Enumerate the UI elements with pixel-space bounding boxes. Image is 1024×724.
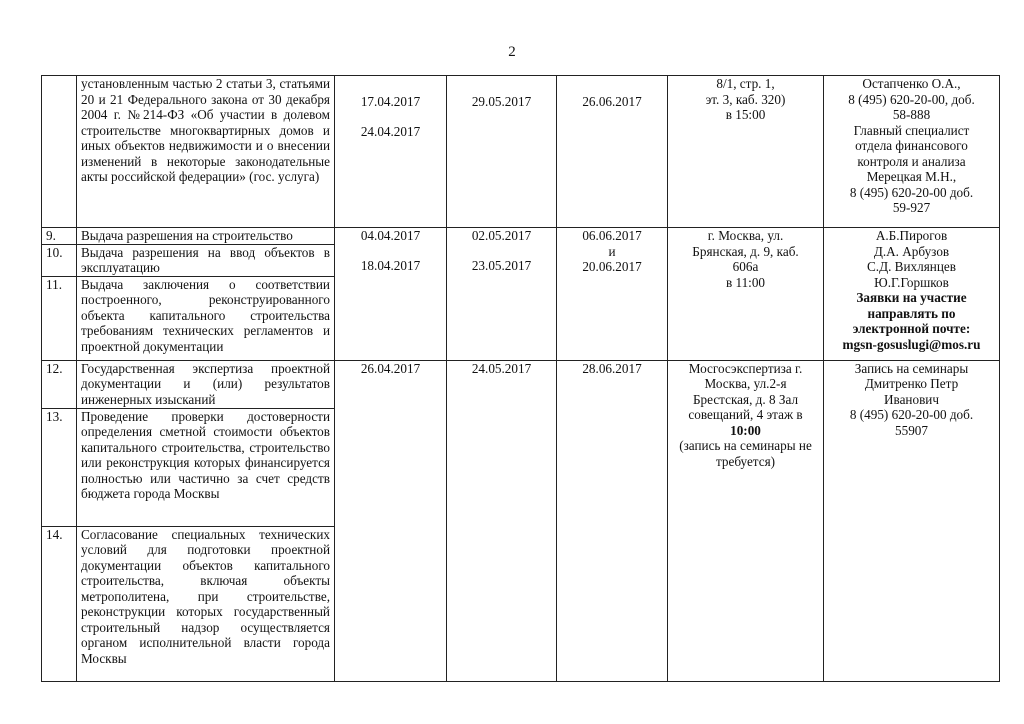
application-note: Заявки на участие [856, 290, 967, 305]
contact-text: 59-927 [892, 200, 931, 215]
contact-phone: 55907 [895, 422, 928, 438]
contact-cell [824, 76, 1000, 228]
contact-text: Главный специалист [853, 122, 970, 138]
venue-text: совещаний, 4 этаж в [688, 407, 803, 422]
contact-cell [824, 360, 1000, 681]
row-number: 14. [42, 526, 77, 681]
contact-name: Иванович [884, 391, 939, 407]
venue-text: 606а [732, 259, 759, 274]
contact-name: Дмитренко Петр [864, 376, 959, 391]
venue-text: Москва, ул.2-я [704, 376, 787, 391]
service-description: Государственная экспертиза проектной документации и (или) результатов инженерных изысканий [77, 360, 335, 408]
contact-text: Запись на семинары [854, 360, 969, 376]
contact-name: Ю.Г.Горшков [874, 274, 949, 290]
service-description: Согласование специальных технических условий для подготовки проектной документации объектов капитального строительства, включая объекты метрополитена, при строительстве, реконструкции которых государственный строительный надзор осуществляется органом исполнительной власти города Москвы [77, 526, 335, 681]
venue-cell [668, 228, 824, 361]
date-text: 04.04.2017 [360, 228, 421, 243]
venue-cell [668, 76, 824, 228]
venue-text: Брестская, д. 8 Зал [692, 391, 799, 407]
table-row [42, 360, 1000, 408]
contact-text: контроля и анализа [857, 153, 966, 169]
date-text: 17.04.2017 [360, 94, 421, 109]
venue-text: г. Москва, ул. [707, 228, 784, 243]
date-text: 29.05.2017 [471, 94, 532, 109]
second-seminar-date-cell [447, 360, 557, 681]
service-description: Проведение проверки достоверности определения сметной стоимости объектов капитального строительства, строительство или реконструкция которых финансируется полностью или частично за счет средств бюджета города Москвы [77, 408, 335, 526]
first-seminar-date-cell [335, 228, 447, 361]
table-row [42, 76, 1000, 228]
venue-text: 8/1, стр. 1, [716, 76, 775, 91]
first-seminar-date-cell [335, 360, 447, 681]
venue-cell [668, 360, 824, 681]
contact-name: С.Д. Вихлянцев [867, 259, 956, 274]
contact-text: 58-888 [892, 107, 931, 122]
venue-text: эт. 3, каб. 320) [705, 91, 786, 107]
row-number: 9. [42, 228, 77, 245]
contact-text: Мерецкая М.Н., [866, 169, 957, 184]
application-note: направлять по [867, 305, 956, 321]
contact-name: Д.А. Арбузов [873, 243, 950, 259]
contact-text: 8 (495) 620-20-00 доб. [849, 184, 974, 200]
third-seminar-date-cell [557, 76, 668, 228]
contact-cell [824, 228, 1000, 361]
first-seminar-date-cell [335, 76, 447, 228]
date-text: 24.04.2017 [360, 123, 421, 139]
seminar-schedule-table [41, 75, 1000, 682]
date-text: 26.06.2017 [582, 94, 642, 109]
row-number-cell [42, 76, 77, 228]
contact-phone: 8 (495) 620-20-00 доб. [849, 407, 974, 422]
row-number: 13. [42, 408, 77, 526]
service-description: установленным частью 2 статьи 3, статьями 20 и 21 Федерального закона от 30 декабря 2004 г. №214-ФЗ «Об участии в долевом строительстве многоквартирных домов и иных объектов недвижимости и о внесении изменений в некоторые законодательные акты российской федерации» (гос. услуга) [77, 76, 335, 228]
venue-note: (запись на семинары не [679, 438, 812, 453]
application-note: электронной почте: [852, 321, 971, 336]
date-text: 23.05.2017 [471, 257, 532, 273]
date-text: 20.06.2017 [582, 259, 642, 274]
venue-note: требуется) [715, 453, 776, 469]
date-text: 26.04.2017 [360, 360, 421, 376]
table-row [42, 228, 1000, 245]
row-number: 11. [42, 276, 77, 360]
service-description: Выдача заключения о соответствии построенного, реконструированного объекта капитального строительства требованиям технических регламентов и проектной документации [77, 276, 335, 360]
second-seminar-date-cell [447, 228, 557, 361]
venue-time: в 15:00 [725, 107, 766, 122]
venue-text: Брянская, д. 9, каб. [692, 243, 799, 259]
contact-text: Остапченко О.А., [862, 76, 961, 91]
service-description: Выдача разрешения на строительство [77, 228, 335, 245]
contact-text: 8 (495) 620-20-00, доб. [848, 91, 975, 107]
contact-email: mgsn-gosuslugi@mos.ru [842, 336, 981, 352]
third-seminar-date-cell [557, 228, 668, 361]
venue-time: 10:00 [730, 422, 761, 438]
third-seminar-date-cell [557, 360, 668, 681]
contact-text: отдела финансового [855, 138, 968, 153]
page-number: 2 [508, 44, 516, 60]
venue-text: Мосгосэкспертиза г. [688, 360, 803, 376]
row-number: 10. [42, 244, 77, 276]
date-text: 18.04.2017 [360, 257, 421, 273]
date-text: 24.05.2017 [471, 360, 532, 376]
date-text: 02.05.2017 [471, 228, 532, 243]
row-number: 12. [42, 360, 77, 408]
second-seminar-date-cell [447, 76, 557, 228]
conjunction-text: и [608, 243, 616, 259]
date-text: 06.06.2017 [582, 228, 642, 243]
date-text: 28.06.2017 [582, 360, 642, 376]
contact-name: А.Б.Пирогов [875, 228, 948, 243]
service-description: Выдача разрешения на ввод объектов в эксплуатацию [77, 244, 335, 276]
venue-time: в 11:00 [725, 274, 766, 290]
